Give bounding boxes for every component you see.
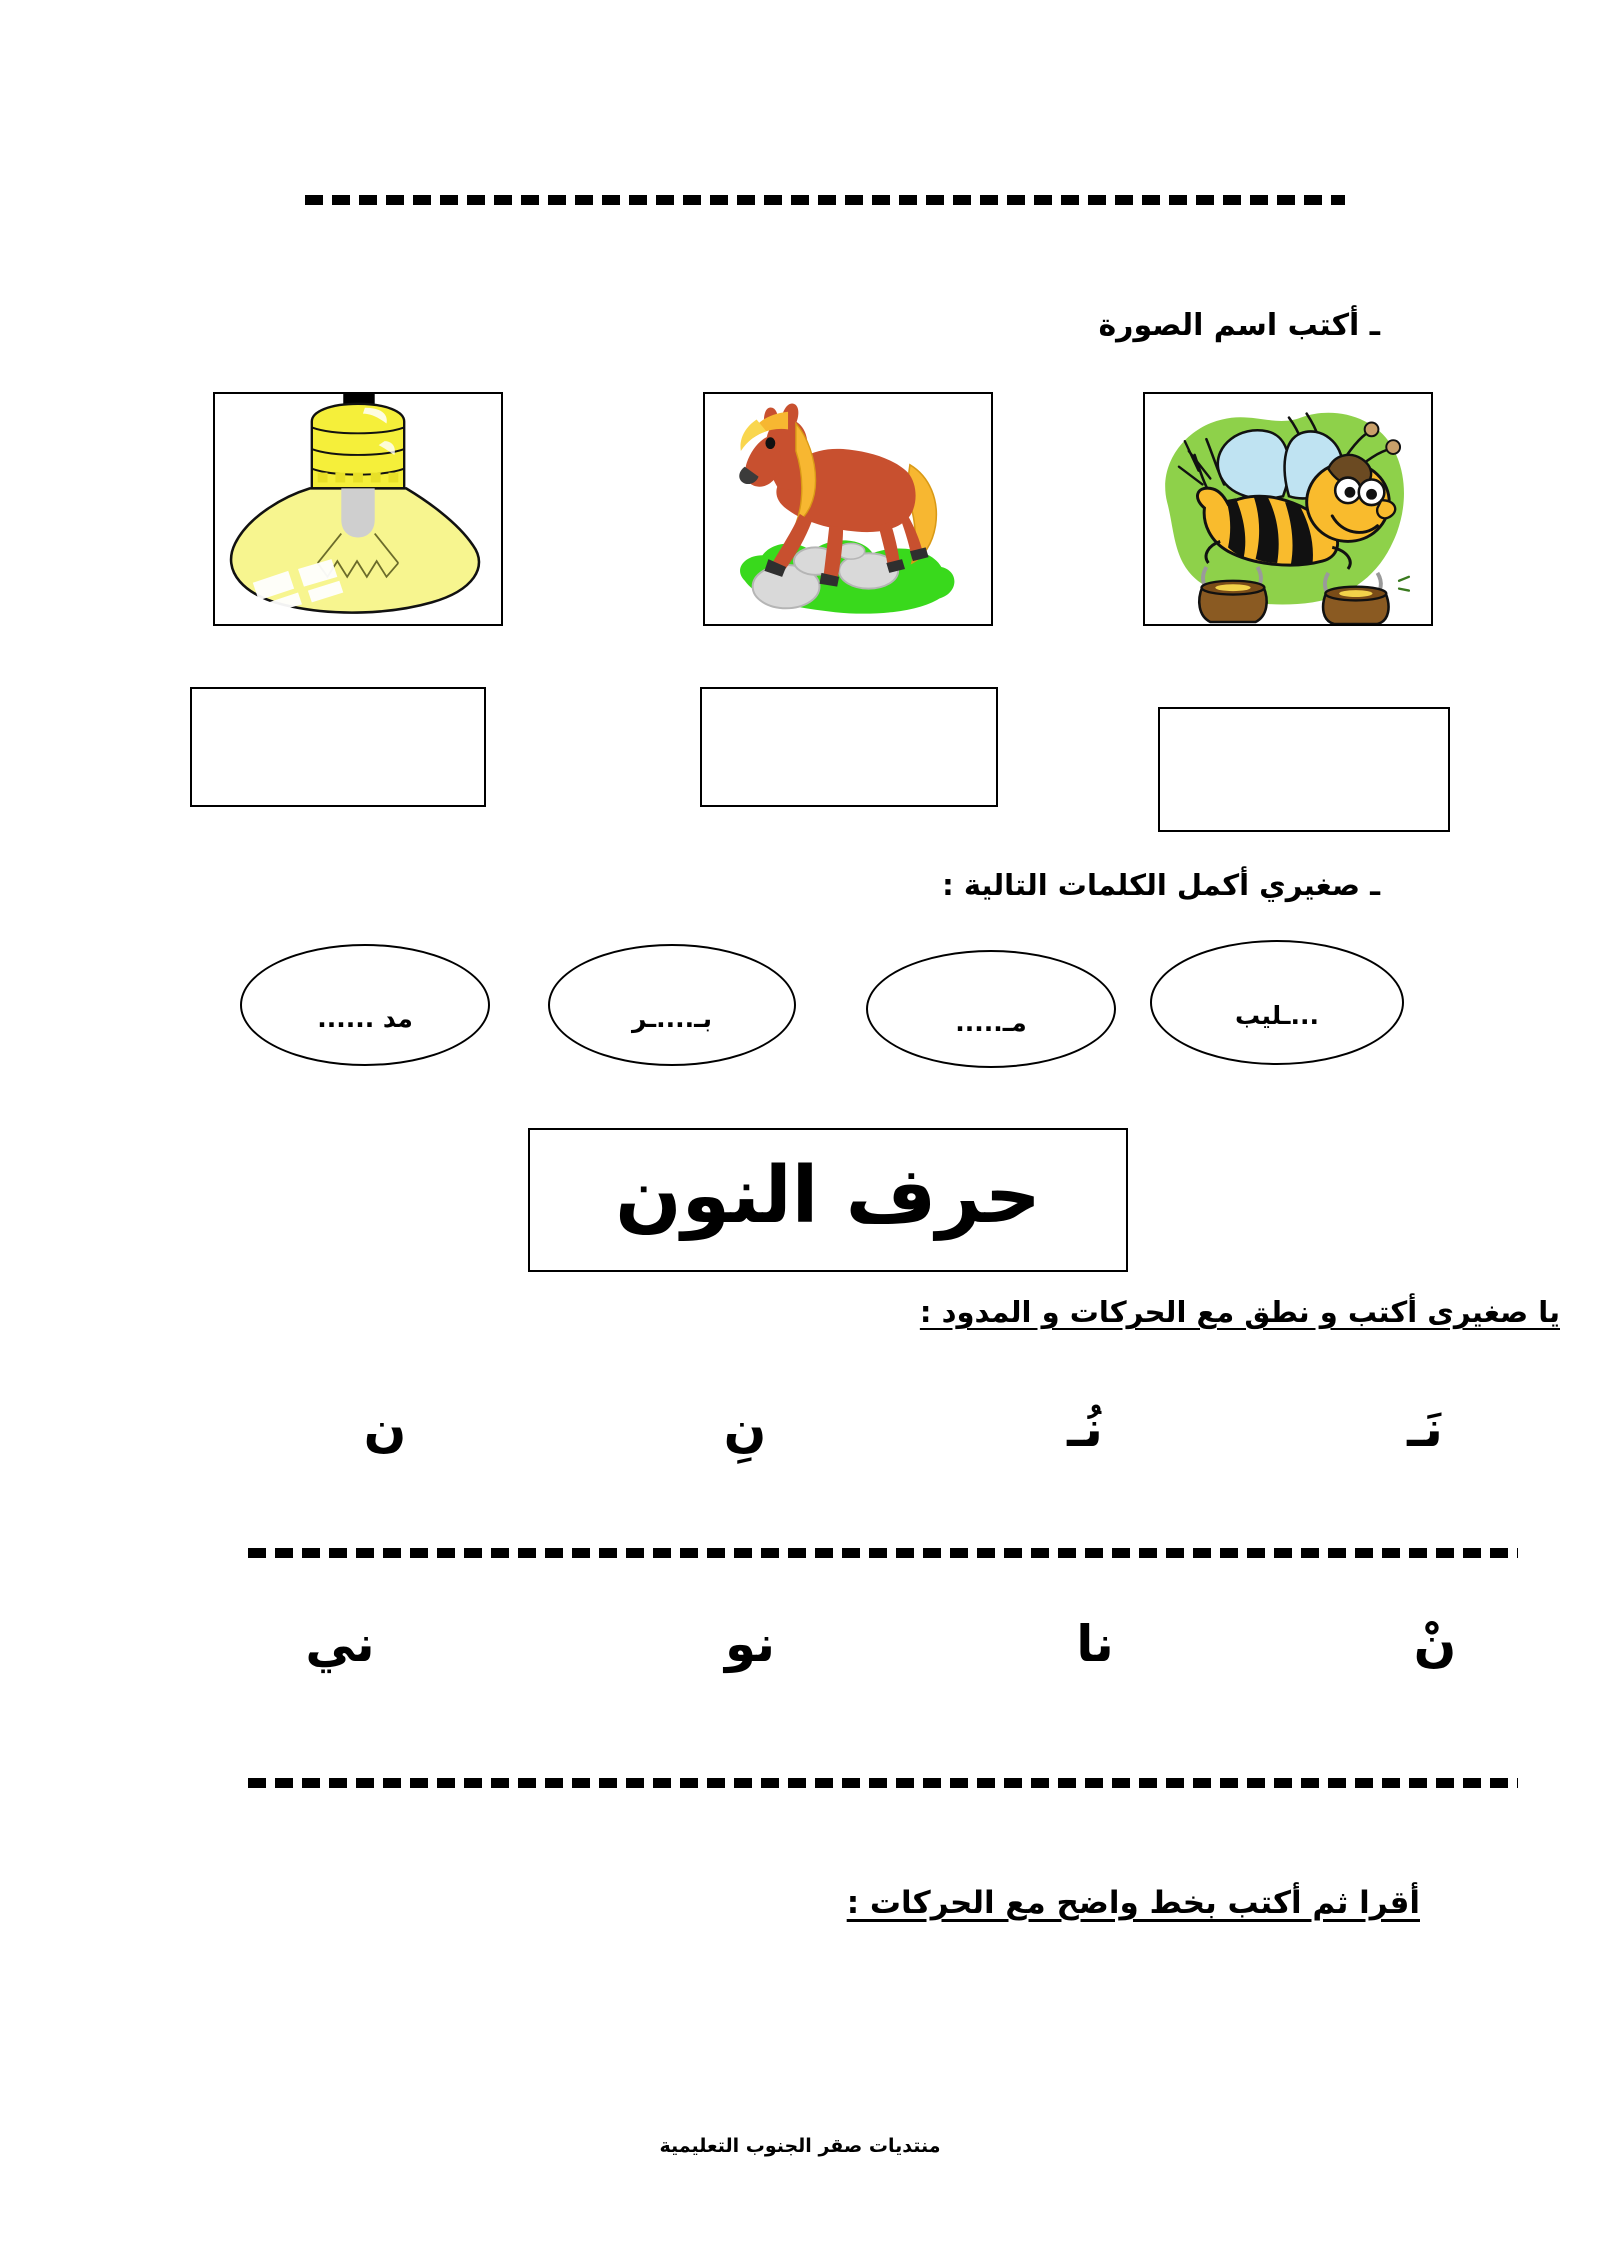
answer-box-lamp[interactable] — [190, 687, 486, 807]
letter-cell-row2-4: ني — [305, 1615, 375, 1673]
letter-cell-row2-2: نا — [1076, 1615, 1114, 1673]
letter-cell-row1-3: نِ — [723, 1400, 767, 1458]
instruction-complete-words: ـ صغيري أكمل الكلمات التالية : — [942, 868, 1380, 902]
letter-cell-row1-2: نُـ — [1067, 1400, 1103, 1458]
word-bubble-1[interactable] — [1150, 940, 1404, 1065]
word-bubble-2-text: مـ..... — [955, 1007, 1027, 1037]
letter-cell-row1-1: نَـ — [1407, 1400, 1443, 1458]
instruction-write-and-pronounce: يا صغيرى أكتب و نطق مع الحركات و المدود : — [919, 1295, 1560, 1329]
word-bubble-3-text: بـ....ـر — [631, 1003, 713, 1033]
letter-cell-row2-1: نْ — [1413, 1615, 1457, 1673]
letter-title-box — [528, 1128, 1128, 1272]
practice-divider-dashed-line-1 — [248, 1548, 1518, 1558]
instruction-write-picture-name: ـ أكتب اسم الصورة — [1098, 308, 1380, 343]
lamp-picture — [213, 392, 503, 626]
footer-credit: منتديات صقر الجنوب التعليمية — [659, 2135, 941, 2157]
horse-picture — [703, 392, 993, 626]
letter-cell-row1-4: ن — [363, 1400, 407, 1458]
instruction-read-then-write: أقرا ثم أكتب بخط واضح مع الحركات : — [846, 1885, 1420, 1921]
word-bubble-4-text: مد ...... — [317, 1003, 413, 1033]
word-bubble-2[interactable] — [866, 950, 1116, 1068]
practice-divider-dashed-line-2 — [248, 1778, 1518, 1788]
word-bubble-4[interactable] — [240, 944, 490, 1066]
top-divider-dashed-line — [305, 195, 1345, 205]
word-bubble-1-text: ...ـليب — [1235, 1001, 1319, 1030]
answer-box-horse[interactable] — [700, 687, 998, 807]
letter-cell-row2-3: نو — [724, 1615, 776, 1673]
answer-box-bee[interactable] — [1158, 707, 1450, 832]
word-bubble-3[interactable] — [548, 944, 796, 1066]
bee-picture — [1143, 392, 1433, 626]
letter-title-text: حرف النون — [615, 1151, 1041, 1242]
